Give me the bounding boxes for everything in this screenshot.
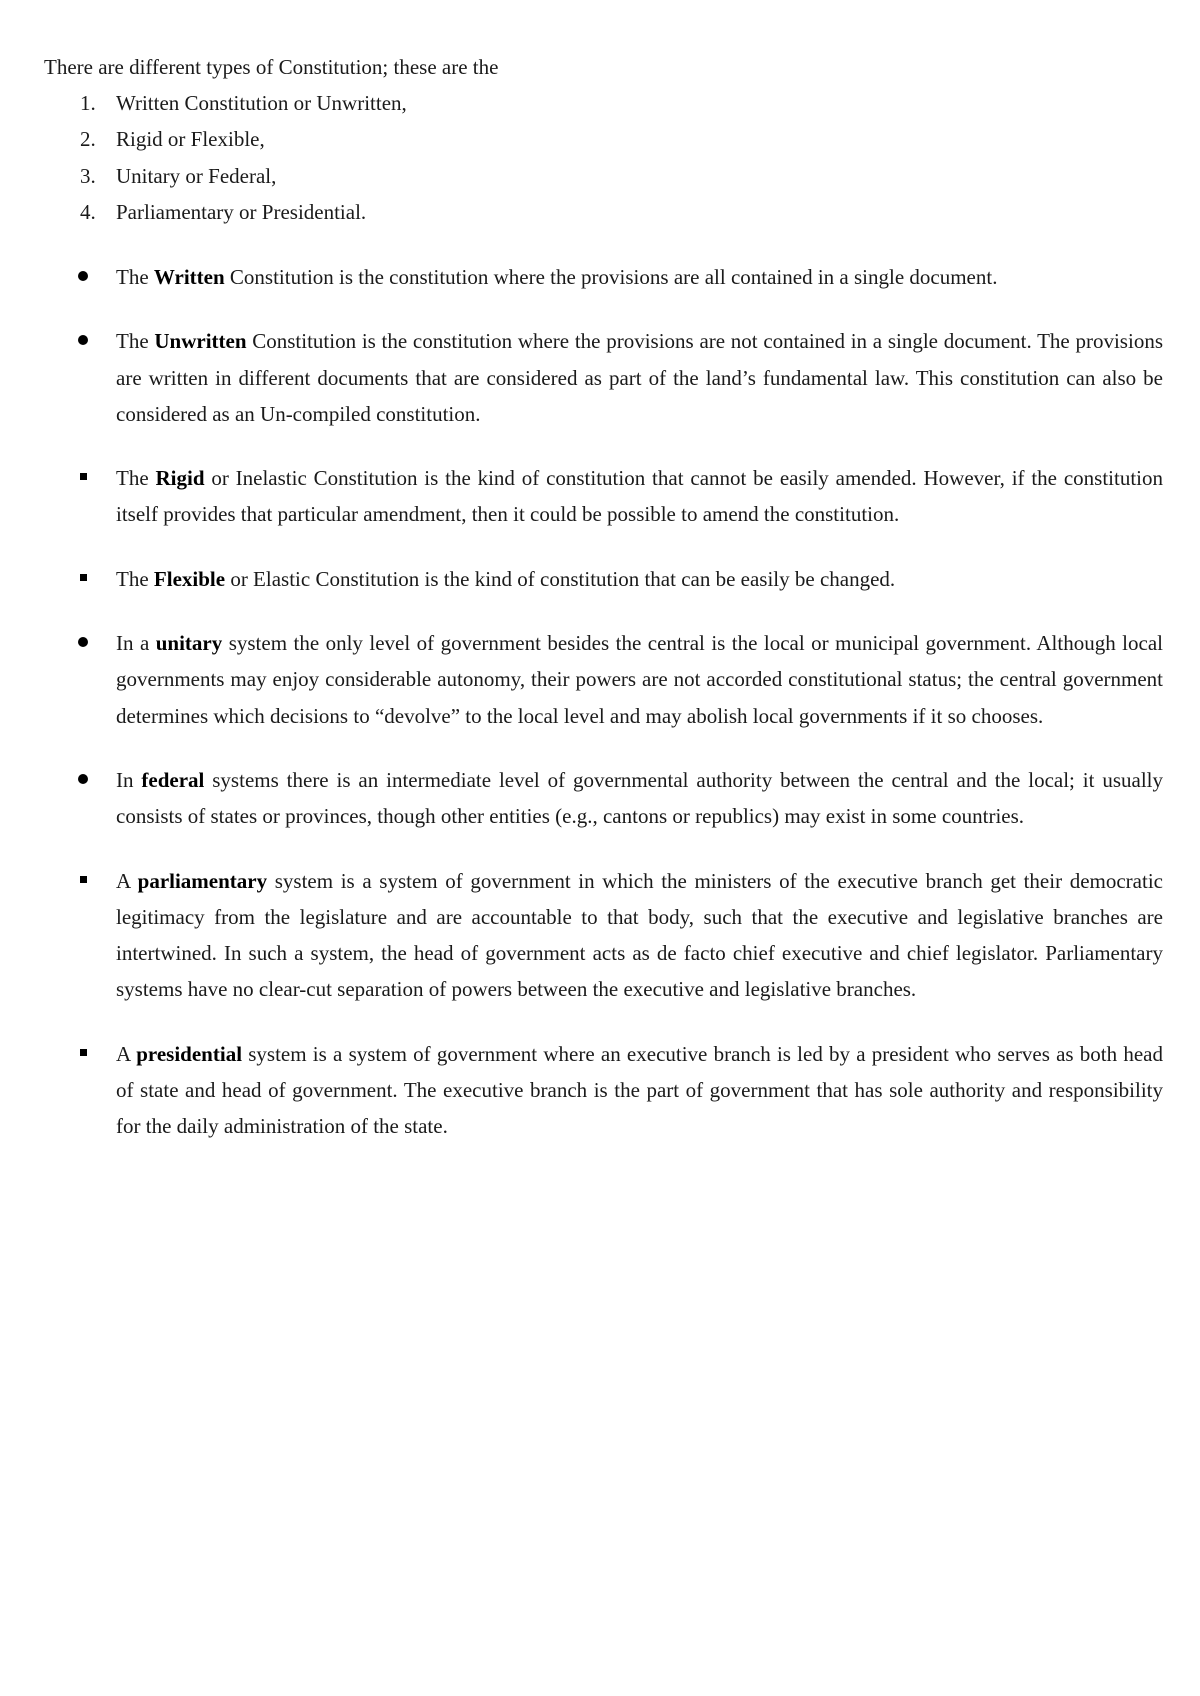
list-item-text: Parliamentary or Presidential. (116, 199, 367, 224)
definition-paragraph (116, 625, 1163, 734)
definition-term: Written (153, 265, 225, 289)
definition-lead: A (116, 1041, 137, 1066)
definition-body: system the only level of government besides the central is the local or municipal government. Although local governments may enjoy considerable autonomy, their powers are not accorded constitutional status; the central government determines which decisions to “devolve” to the local level and may abolish local governments if it so chooses. (116, 631, 1163, 728)
definitions-list (0, 259, 1200, 1173)
definition-lead: A (116, 868, 138, 893)
definition-flexible (0, 561, 1200, 597)
round-bullet-icon (78, 335, 88, 345)
square-bullet-icon (80, 473, 87, 480)
definition-term: Flexible (153, 566, 226, 591)
definition-paragraph (116, 323, 1163, 432)
definition-lead: The (116, 265, 154, 289)
constitution-types-list (44, 88, 1164, 233)
list-item-text: Unitary or Federal, (116, 163, 277, 188)
list-item (44, 88, 1164, 124)
definition-paragraph (116, 561, 1163, 597)
definition-paragraph (116, 1036, 1163, 1145)
definition-body: system is a system of government in which the ministers of the executive branch get their democratic legitimacy from the legislature and are accountable to that body, such that the executive and legislative branches are intertwined. In such a system, the head of government acts as de facto chief executive and chief legislator. Parliamentary systems have no clear-cut separation of powers between the executive and legislative branches. (116, 868, 1163, 1002)
list-item-text: Rigid or Flexible, (116, 127, 265, 152)
square-bullet-icon (80, 1049, 87, 1056)
definition-paragraph (116, 259, 1163, 295)
definition-parliamentary (0, 863, 1200, 1008)
definition-term: federal (141, 767, 205, 792)
definition-federal (0, 762, 1200, 835)
list-item (44, 161, 1164, 197)
definition-term: Unwritten (154, 329, 247, 354)
definition-paragraph (116, 863, 1163, 1008)
definition-body: or Inelastic Constitution is the kind of constitution that cannot be easily amended. However, if the constitution itself provides that particular amendment, then it could be possible to amend the constitution. (116, 466, 1163, 527)
definition-body: Constitution is the constitution where the provisions are all contained in a single document. (224, 265, 998, 289)
definition-body: Constitution is the constitution where the provisions are not contained in a single document. The provisions are written in different documents that are considered as part of the land’s fundamental law. This constitution can also be considered as an Un-compiled constitution. (116, 329, 1163, 426)
square-bullet-icon (80, 876, 87, 883)
list-number: 3. (80, 163, 96, 188)
round-bullet-icon (78, 637, 88, 647)
definition-presidential (0, 1036, 1200, 1145)
list-item (44, 124, 1164, 160)
definition-rigid (0, 460, 1200, 533)
definition-term: parliamentary (137, 868, 268, 893)
definition-term: unitary (155, 631, 223, 656)
definition-body: system is a system of government where an executive branch is led by a president who serves as both head of state and head of government. The executive branch is the part of government that has sole authority and responsibility for the daily administration of the state. (116, 1041, 1163, 1139)
definition-term: presidential (136, 1041, 243, 1066)
definition-term: Rigid (155, 466, 205, 491)
round-bullet-icon (78, 271, 88, 281)
definition-body: or Elastic Constitution is the kind of constitution that can be easily be changed. (225, 566, 896, 591)
list-number: 2. (80, 127, 96, 152)
list-item-text: Written Constitution or Unwritten, (116, 91, 407, 115)
definition-body: systems there is an intermediate level of governmental authority between the central and the local; it usually consists of states or provinces, though other entities (e.g., cantons or republics) may exist in some countries. (116, 767, 1163, 829)
list-number: 1. (80, 91, 96, 115)
definition-unitary (0, 625, 1200, 734)
definition-lead: In a (116, 631, 156, 656)
square-bullet-icon (80, 574, 87, 581)
definition-lead: The (116, 466, 156, 491)
definition-paragraph (116, 762, 1163, 835)
definition-written (0, 259, 1200, 295)
round-bullet-icon (78, 774, 88, 784)
list-item (44, 197, 1164, 233)
definition-unwritten (0, 323, 1200, 432)
definition-lead: The (116, 329, 155, 354)
definition-lead: The (116, 566, 154, 591)
intro-text: There are different types of Constitution; these are the (44, 55, 499, 79)
list-number: 4. (80, 199, 96, 224)
definition-lead: In (116, 767, 142, 792)
definition-paragraph (116, 460, 1163, 533)
